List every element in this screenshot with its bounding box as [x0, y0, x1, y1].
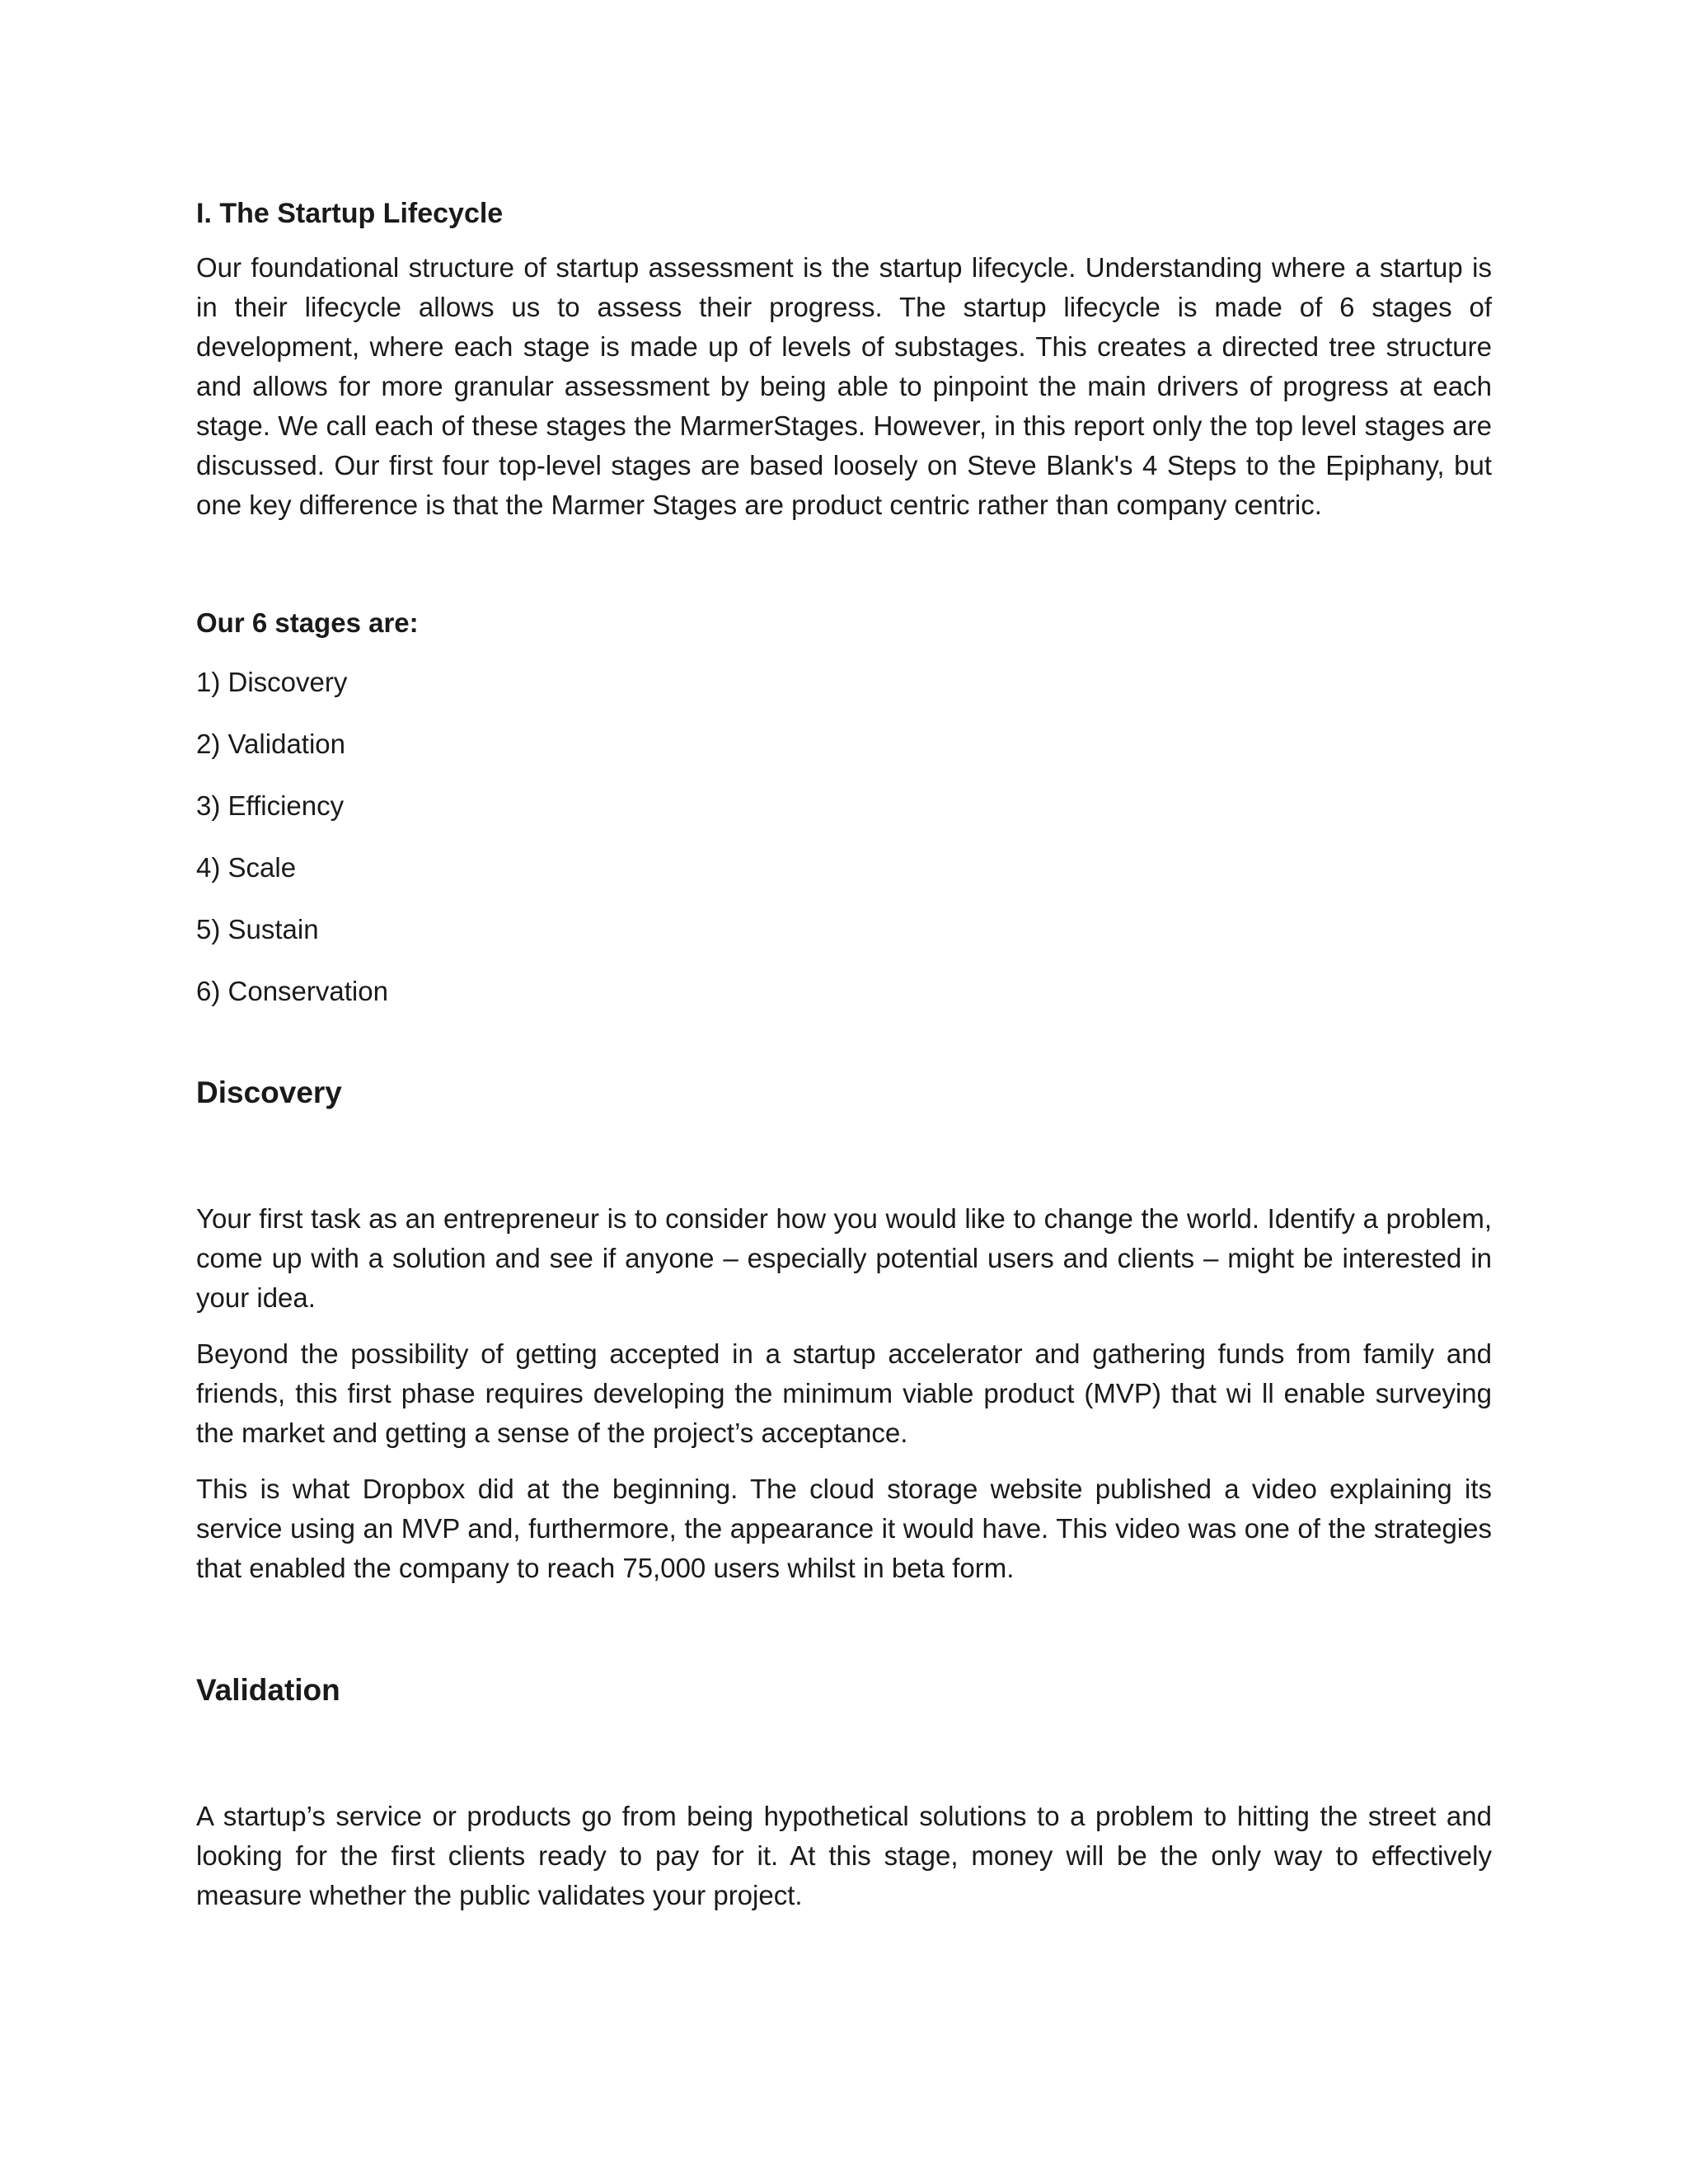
validation-paragraph: A startup’s service or products go from being hypothetical solutions to a problem to hitting the street and looking for the first clients ready to pay for it. At this stage, money will be the only way to effectively measure whether the public validates your project.: [196, 1801, 1492, 1911]
discovery-heading: Discovery: [196, 1076, 342, 1110]
discovery-paragraph: This is what Dropbox did at the beginning. The cloud storage website published a video explaining its service using an MVP and, furthermore, the appearance it would have. This video was one of the strategies that enabled the company to reach 75,000 users whilst in beta form.: [196, 1474, 1492, 1584]
list-item: 6) Conservation: [196, 976, 388, 1007]
discovery-paragraph: Your first task as an entrepreneur is to consider how you would like to change the world. Identify a problem, come up with a solution and see if anyone – especially potential users and clients – might be interested in your idea.: [196, 1203, 1492, 1314]
intro-paragraph: Our foundational structure of startup assessment is the startup lifecycle. Understanding where a startup is in their lifecycle allows us to assess their progress. The startup lifecycle is made of 6 stages of development, where each stage is made up of levels of substages. This creates a directed tree structure and allows for more granular assessment by being able to pinpoint the main drivers of progress at each stage. We call each of these stages the MarmerStages. However, in this report only the top level stages are discussed. Our first four top-level stages are based loosely on Steve Blank's 4 Steps to the Epiphany, but one key difference is that the Marmer Stages are product centric rather than company centric.: [196, 252, 1492, 521]
list-item: 3) Efficiency: [196, 790, 345, 822]
stage-list: [196, 663, 1492, 1011]
document-page: [196, 185, 1492, 1915]
stages-heading: Our 6 stages are:: [196, 607, 419, 639]
validation-heading: Validation: [196, 1673, 340, 1708]
list-item: 5) Sustain: [196, 914, 319, 945]
discovery-paragraph: Beyond the possibility of getting accepted in a startup accelerator and gathering funds from family and friends, this first phase requires developing the minimum viable product (MVP) that wi ll enable surveying the market and getting a sense of the project’s acceptance.: [196, 1338, 1492, 1449]
section-title: I. The Startup Lifecycle: [196, 198, 504, 229]
list-item: 2) Validation: [196, 729, 346, 760]
list-item: 4) Scale: [196, 852, 297, 883]
list-item: 1) Discovery: [196, 667, 348, 698]
